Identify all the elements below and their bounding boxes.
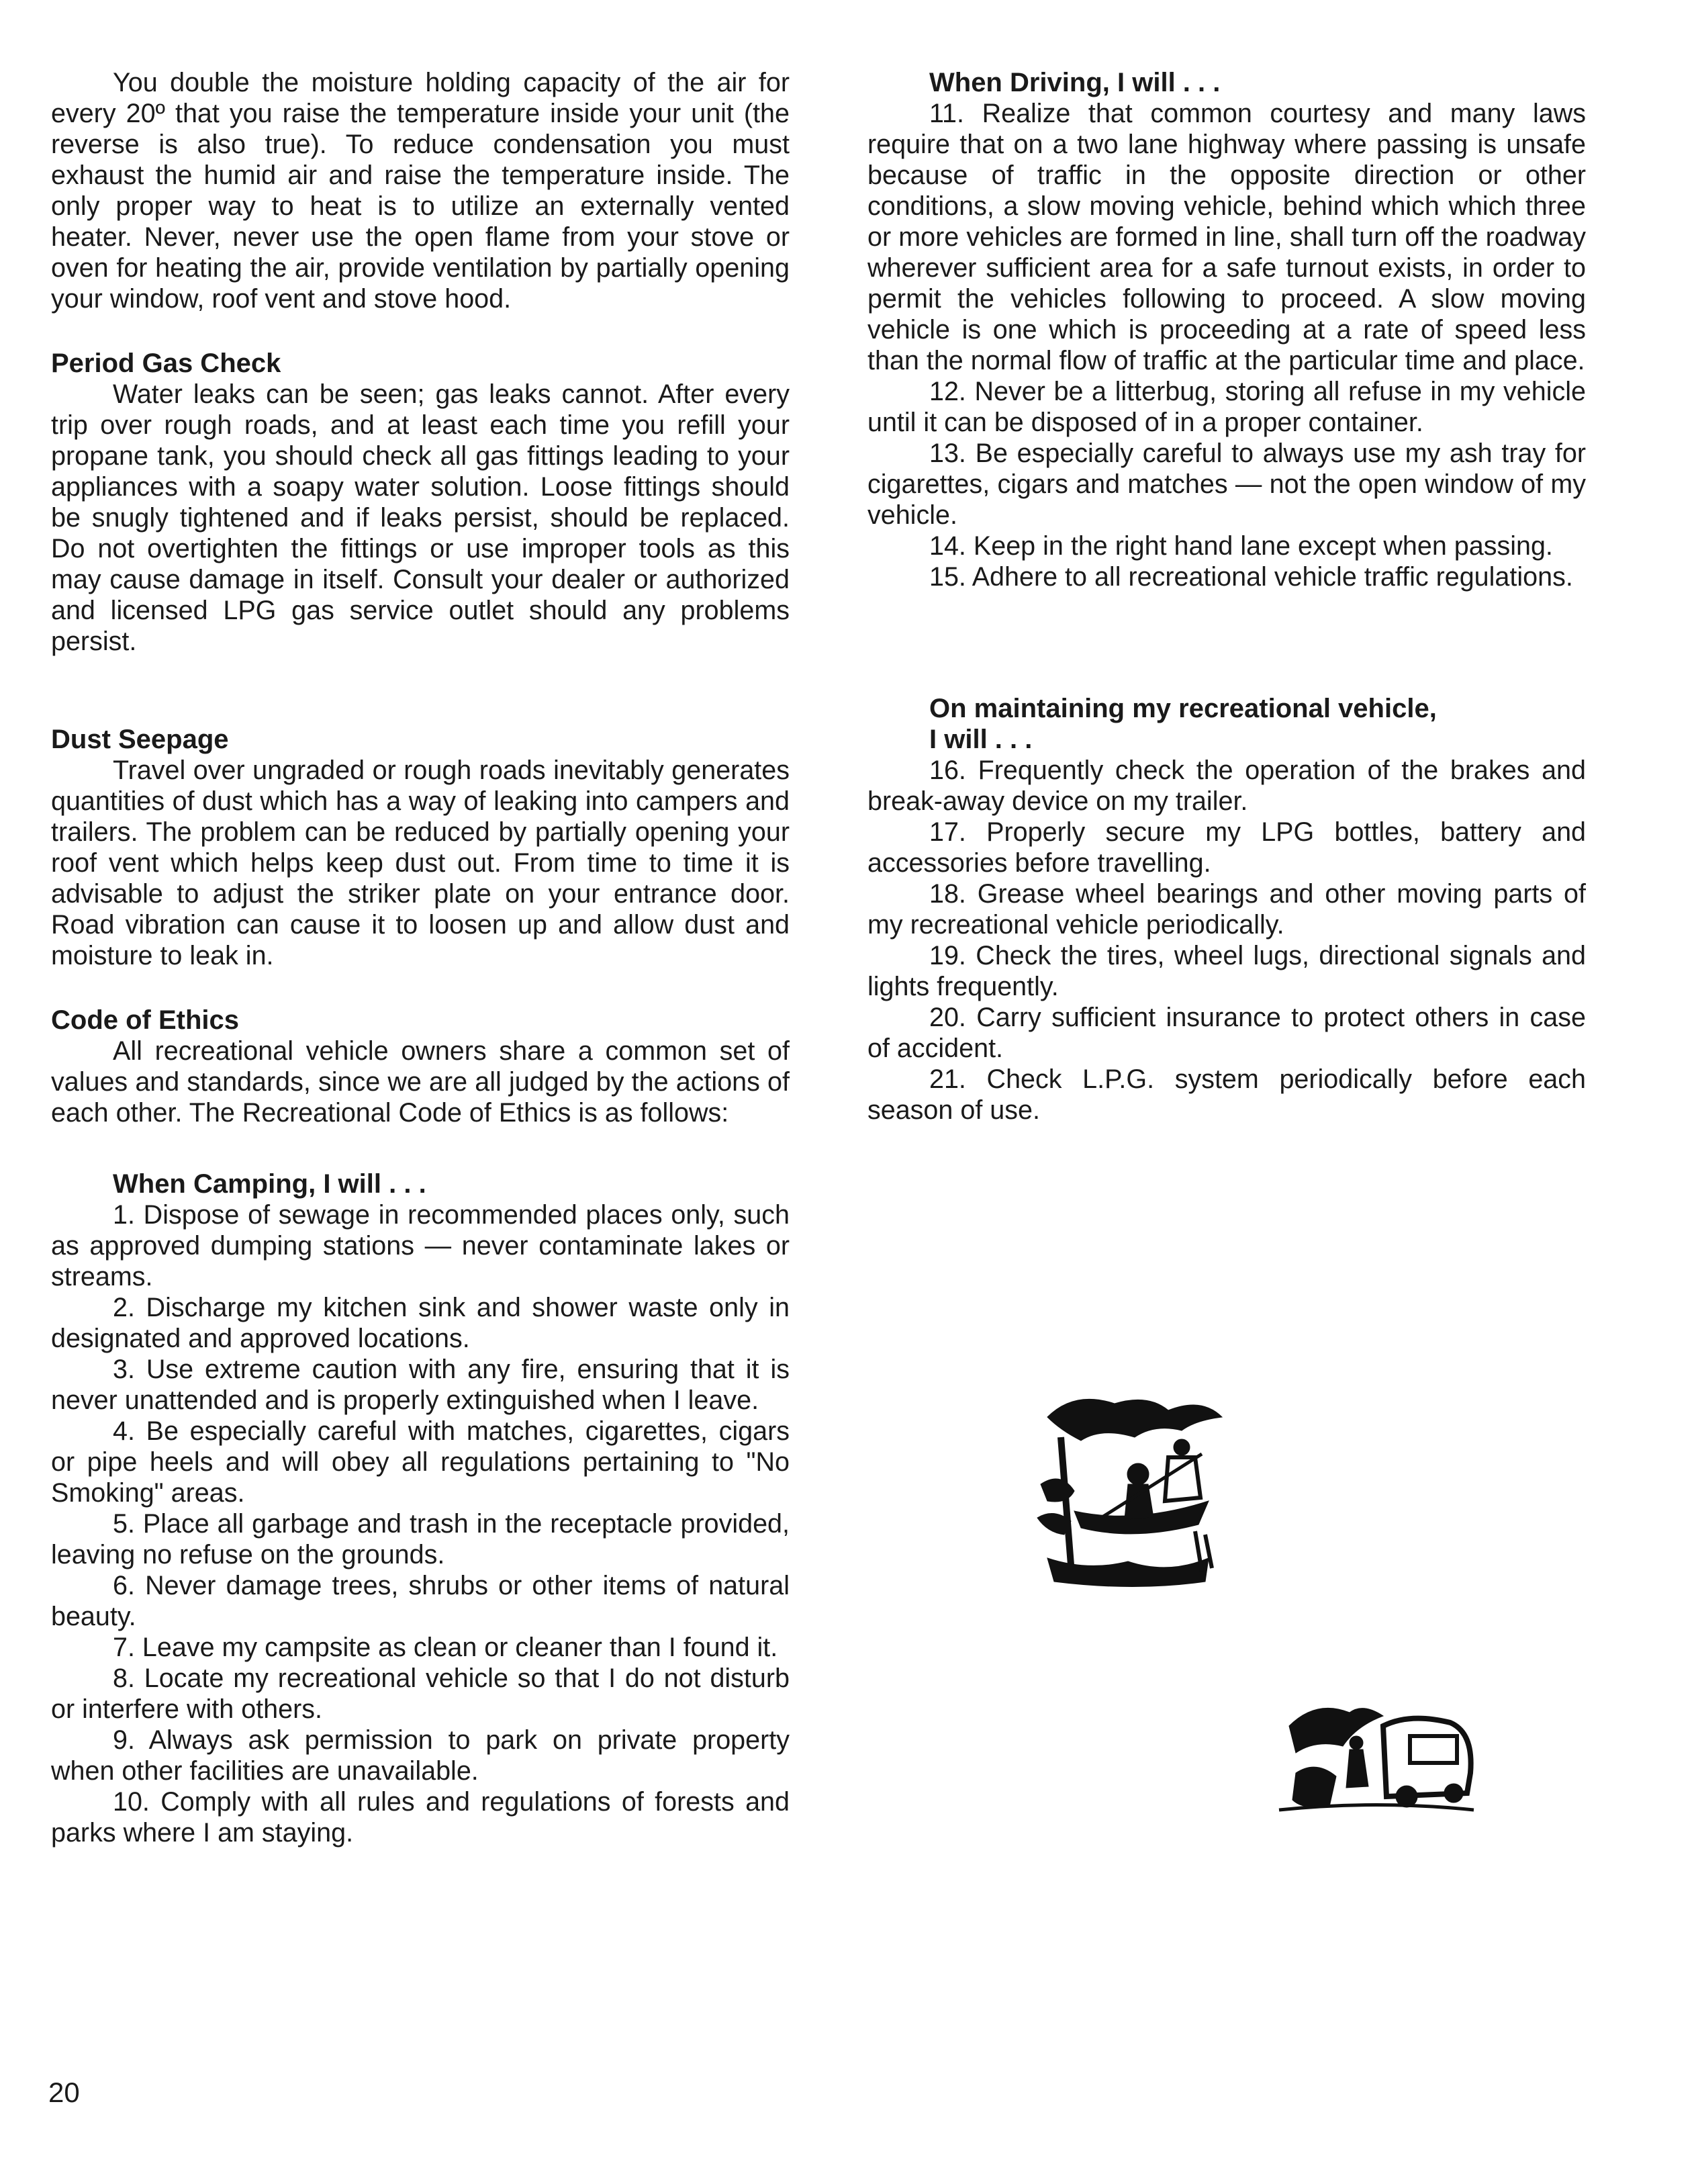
list-item: 21. Check L.P.G. system periodically before each season of use. <box>867 1064 1586 1125</box>
maintaining-heading-line2: I will . . . <box>929 725 1033 754</box>
list-item: 2. Discharge my kitchen sink and shower waste only in designated and approved locations. <box>51 1293 790 1353</box>
maintaining-heading-line1: On maintaining my recreational vehicle, <box>929 694 1437 723</box>
list-item: 1. Dispose of sewage in recommended places only, such as approved dumping stations — never contaminate lakes or streams. <box>51 1200 790 1291</box>
list-item: 18. Grease wheel bearings and other moving parts of my recreational vehicle periodically. <box>867 879 1586 940</box>
camping-heading: When Camping, I will . . . <box>113 1169 426 1199</box>
code-of-ethics-heading: Code of Ethics <box>51 1005 240 1035</box>
gas-check-heading: Period Gas Check <box>51 349 281 378</box>
list-item: 10. Comply with all rules and regulations of forests and parks where I am staying. <box>51 1787 790 1848</box>
list-item: 15. Adhere to all recreational vehicle traffic regulations. <box>929 562 1573 592</box>
code-of-ethics-text: All recreational vehicle owners share a common set of values and standards, since we are all judged by the actions of each other. The Recreational Code of Ethics is as follows: <box>51 1036 790 1128</box>
list-item: 19. Check the tires, wheel lugs, directional signals and lights frequently. <box>867 941 1586 1001</box>
list-item: 4. Be especially careful with matches, cigarettes, cigars or pipe heels and will obey all regulations pertaining to "No Smoking" areas. <box>51 1416 790 1508</box>
right-column <box>867 67 1586 1126</box>
list-item: 7. Leave my campsite as clean or cleaner than I found it. <box>113 1633 778 1662</box>
page-number: 20 <box>48 2077 80 2108</box>
canoe-scene-illustration <box>1034 1390 1229 1592</box>
list-item: 5. Place all garbage and trash in the receptacle provided, leaving no refuse on the grounds. <box>51 1509 790 1569</box>
list-item: 16. Frequently check the operation of the brakes and break-away device on my trailer. <box>867 756 1586 816</box>
list-item: 14. Keep in the right hand lane except when passing. <box>929 531 1553 561</box>
driving-heading: When Driving, I will . . . <box>929 68 1221 97</box>
gas-check-text: Water leaks can be seen; gas leaks cannot. After every trip over rough roads, and at least each time you refill your propane tank, you should check all gas fittings leading to your appliances with a soapy water solution. Loose fittings should be snugly tightened and if leaks persist, should be replaced. Do not overtighten the fittings or use improper tools as this may cause damage in itself. Consult your dealer or authorized and licensed LPG gas service outlet should any problems persist. <box>51 379 790 656</box>
list-item: 3. Use extreme caution with any fire, ensuring that it is never unattended and is properly extinguished when I leave. <box>51 1355 790 1415</box>
list-item: 11. Realize that common courtesy and many laws require that on a two lane highway where passing is unsafe because of traffic in the opposite direction or other conditions, a slow moving vehicle, behind which which three or more vehicles are formed in line, shall turn off the roadway wherever sufficient area for a safe turnout exists, in order to permit the vehicles following to proceed. A slow moving vehicle is one which is proceeding at a rate of speed less than the normal flow of traffic at the particular time and place. <box>867 99 1586 375</box>
list-item: 8. Locate my recreational vehicle so that I do not disturb or interfere with others. <box>51 1664 790 1724</box>
list-item: 13. Be especially careful to always use my ash tray for cigarettes, cigars and matches — not the open window of my vehicle. <box>867 439 1586 530</box>
list-item: 9. Always ask permission to park on private property when other facilities are unavailable. <box>51 1725 790 1786</box>
list-item: 6. Never damage trees, shrubs or other items of natural beauty. <box>51 1571 790 1631</box>
camper-van-illustration <box>1276 1686 1477 1820</box>
list-item: 20. Carry sufficient insurance to protect others in case of accident. <box>867 1003 1586 1063</box>
dust-seepage-heading: Dust Seepage <box>51 725 229 754</box>
left-column <box>51 67 790 1848</box>
dust-seepage-text: Travel over ungraded or rough roads inevitably generates quantities of dust which has a way of leaking into campers and trailers. The problem can be reduced by partially opening your roof vent which helps keep dust out. From time to time it is advisable to adjust the striker plate on your entrance door. Road vibration can cause it to loosen up and allow dust and moisture to leak in. <box>51 756 790 970</box>
list-item: 12. Never be a litterbug, storing all refuse in my vehicle until it can be disposed of in a proper container. <box>867 377 1586 437</box>
list-item: 17. Properly secure my LPG bottles, battery and accessories before travelling. <box>867 817 1586 878</box>
intro-paragraph: You double the moisture holding capacity of the air for every 20º that you raise the temperature inside your unit (the reverse is also true). To reduce condensation you must exhaust the humid air and raise the temperature inside. The only proper way to heat is to utilize an externally vented heater. Never, never use the open flame from your stove or oven for heating the air, provide ventilation by partially opening your window, roof vent and stove hood. <box>51 68 790 314</box>
